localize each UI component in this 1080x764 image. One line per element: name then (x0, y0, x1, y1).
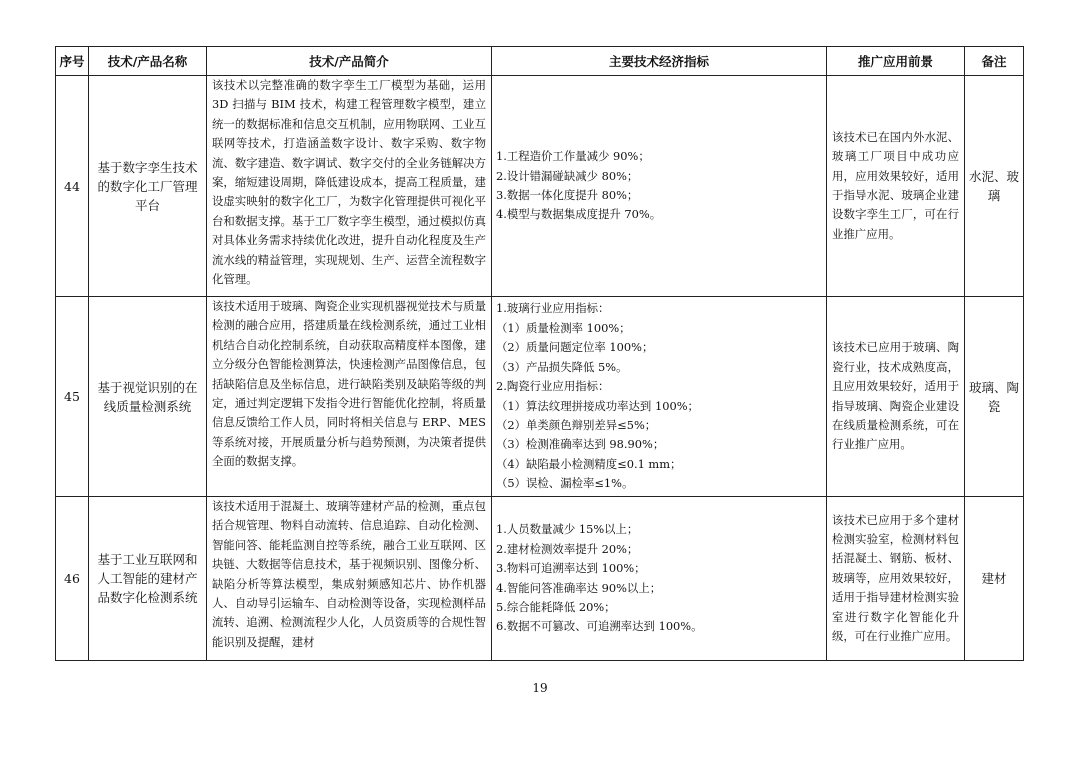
table-row (56, 497, 1024, 661)
product-intro: 该技术适用于玻璃、陶瓷企业实现机器视觉技术与质量检测的融合应用，搭建质量在线检测系统，通过工业相机结合自动化控制系统，自动获取高精度样本图像，建立分级分色智能检测算法，快速检测产品图像信息，包括缺陷信息及坐标信息，进行缺陷类别及缺陷等级的判定，通过判定逻辑下发指令进行智能优化控制，将质量信息反馈给工作人员，同时将相关信息与 ERP、MES 等系统对接，开展质量分析与趋势预测，为决策者提供全面的数据支撑。 (207, 297, 492, 497)
indicator-line: 2.设计错漏碰缺减少 80%； (496, 168, 639, 183)
indicator-line: 4.模型与数据集成度提升 70%。 (496, 207, 662, 222)
row-number: 46 (56, 497, 89, 661)
indicators-cell (492, 76, 827, 297)
table-row (56, 76, 1024, 297)
row-notes: 建材 (965, 497, 1024, 661)
row-number: 44 (56, 76, 89, 297)
indicator-line: 1.人员数量减少 15%以上； (496, 522, 639, 537)
product-intro: 该技术适用于混凝土、玻璃等建材产品的检测，重点包括合规管理、物料自动流转、信息追踪、自动化检测、智能问答、能耗监测自控等系统，融合工业互联网、区块链、大数据等信息技术，基于视频识别、图像分析、缺陷分析等算法模型，集成射频感知芯片、协作机器人、自动导引运输车、自动检测等设备，实现检测样品流转、追溯、检测流程少人化，人员资质等的合规性智能识别及提醒，建材 (207, 497, 492, 661)
indicator-line: 3.物料可追溯率达到 100%； (496, 561, 646, 576)
technology-catalog-table (55, 46, 1024, 661)
application-prospects: 该技术已在国内外水泥、玻璃工厂项目中成功应用，应用效果较好，适用于指导水泥、玻璃企业建设数字孪生工厂，可在行业推广应用。 (827, 76, 965, 297)
indicators-cell (492, 297, 827, 497)
table-row (56, 297, 1024, 497)
indicator-line: 3.数据一体化度提升 80%； (496, 188, 639, 202)
row-number: 45 (56, 297, 89, 497)
indicator-line: （4）缺陷最小检测精度≤0.1 mm； (496, 456, 682, 471)
indicators-cell (492, 497, 827, 661)
header-notes: 备注 (965, 47, 1024, 76)
row-notes: 水泥、玻璃 (965, 76, 1024, 297)
product-name: 基于数字孪生技术的数字化工厂管理平台 (89, 76, 207, 297)
row-notes: 玻璃、陶瓷 (965, 297, 1024, 497)
indicator-line: （2）单类颜色辩别差异≤5%； (496, 417, 657, 432)
application-prospects: 该技术已应用于多个建材检测实验室，检测材料包括混凝土、钢筋、板材、玻璃等，应用效果较好，适用于指导建材检测实验室进行数字化智能化升级，可在行业推广应用。 (827, 497, 965, 661)
product-intro: 该技术以完整准确的数字孪生工厂模型为基础，运用 3D 扫描与 BIM 技术，构建工程管理数字模型，建立统一的数据标准和信息交互机制，应用物联网、工业互联网等技术，打造涵盖数字设计、数字采购、数字物流、数字建造、数字调试、数字交付的全业务链解决方案，缩短建设周期，降低建设成本，提高工程质量，建设虚实映射的数字化工厂，为数字化管理提供可视化平台和数据支撑。基于工厂数字孪生模型，通过模拟仿真对具体业务需求持续优化改进，提升自动化程度及生产流水线的精益管理，实现规划、生产、运营全流程数字化管理。 (207, 76, 492, 297)
product-name: 基于视觉识别的在线质量检测系统 (89, 297, 207, 497)
indicator-line: 6.数据不可篡改、可追溯率达到 100%。 (496, 619, 703, 634)
header-prospects: 推广应用前景 (827, 47, 965, 76)
header-intro: 技术/产品简介 (207, 47, 492, 76)
indicator-line: 5.综合能耗降低 20%； (496, 599, 616, 614)
indicator-line: （2）质量问题定位率 100%； (496, 340, 654, 355)
indicator-line: 2.建材检测效率提升 20%； (496, 541, 639, 556)
indicator-line: 4.智能问答准确率达 90%以上； (496, 580, 662, 595)
header-row (56, 47, 1024, 76)
indicator-line: （1）算法纹理拼接成功率达到 100%； (496, 398, 699, 413)
indicator-line: 2.陶瓷行业应用指标： (496, 379, 610, 394)
indicator-line: 1.玻璃行业应用指标： (496, 301, 610, 316)
application-prospects: 该技术已应用于玻璃、陶瓷行业，技术成熟度高，且应用效果较好，适用于指导玻璃、陶瓷企业建设在线质量检测系统，可在行业推广应用。 (827, 297, 965, 497)
product-name: 基于工业互联网和人工智能的建材产品数字化检测系统 (89, 497, 207, 661)
indicator-line: （3）检测准确率达到 98.90%； (496, 437, 665, 452)
indicator-line: （1）质量检测率 100%； (496, 320, 631, 335)
indicator-line: （3）产品损失降低 5%。 (496, 359, 628, 374)
indicator-line: （5）误检、漏检率≤1%。 (496, 476, 634, 491)
indicator-line: 1.工程造价工作量减少 90%； (496, 149, 650, 164)
header-name: 技术/产品名称 (89, 47, 207, 76)
page-number: 19 (532, 681, 548, 695)
header-no: 序号 (56, 47, 89, 76)
header-indicators: 主要技术经济指标 (492, 47, 827, 76)
